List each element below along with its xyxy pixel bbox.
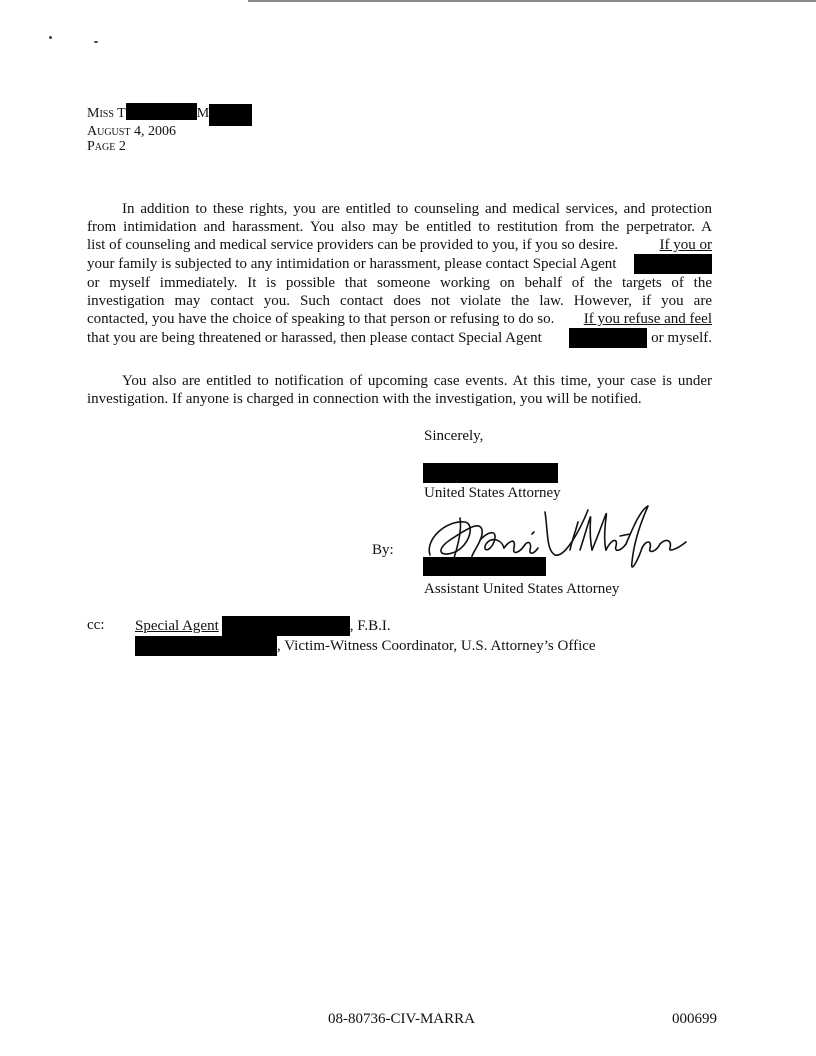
scan-speck xyxy=(49,36,52,39)
redaction-block xyxy=(569,328,647,348)
recipient-mid: M xyxy=(196,106,210,121)
text-line: investigation. If anyone is charged in connection with the investigation, you will be notified. xyxy=(87,391,642,407)
letter-date: August 4, 2006 xyxy=(87,124,176,139)
text-segment-group xyxy=(569,328,712,348)
paragraph-notification xyxy=(87,372,712,408)
underlined-text: If you refuse and feel xyxy=(583,311,712,327)
cc-recipient-org: , Victim-Witness Coordinator, U.S. Attorney’s Office xyxy=(277,638,596,654)
text-segment: list of counseling and medical service providers can be provided to you, if you so desire. xyxy=(87,237,619,253)
text-segment: that you are being threatened or harassed, then please contact Special Agent xyxy=(87,330,542,346)
redaction-block xyxy=(222,616,350,636)
redaction-block xyxy=(126,103,197,120)
scan-speck xyxy=(94,41,98,43)
text-line xyxy=(87,328,712,348)
page-number: Page 2 xyxy=(87,139,126,154)
salutation: Sincerely, xyxy=(424,428,484,444)
cc-recipient-org: , F.B.I. xyxy=(349,618,391,634)
by-label: By: xyxy=(372,542,394,558)
text-line: or myself immediately. It is possible that someone working on behalf of the targets of the xyxy=(87,275,712,291)
cc-line-fbi xyxy=(135,616,391,636)
cc-label: cc: xyxy=(87,617,105,633)
redaction-block xyxy=(423,557,546,576)
redaction-block xyxy=(209,104,252,126)
text-line xyxy=(87,310,712,328)
text-line xyxy=(87,254,712,274)
text-line: You also are entitled to notification of upcoming case events. At this time, your case is under xyxy=(122,373,712,389)
scan-edge-line xyxy=(248,0,816,2)
paragraph-rights xyxy=(87,200,712,348)
letter-header xyxy=(87,103,252,154)
recipient-prefix: Miss T xyxy=(87,106,126,121)
underlined-text xyxy=(584,310,712,328)
text-line: In addition to these rights, you are entitled to counseling and medical services, and protection xyxy=(122,201,712,217)
case-number: 08-80736-CIV-MARRA xyxy=(328,1011,475,1027)
text-line xyxy=(87,236,712,254)
text-segment: or myself. xyxy=(651,330,712,346)
redaction-block xyxy=(135,636,277,656)
text-segment: your family is subjected to any intimidation or harassment, please contact Special Agent xyxy=(87,256,617,272)
bates-number: 000699 xyxy=(672,1011,717,1027)
text-line: investigation may contact you. Such contact does not violate the law. However, if you are xyxy=(87,293,712,309)
cc-line-victim-witness xyxy=(135,636,596,656)
underlined-text: If you or xyxy=(659,237,712,253)
recipient-line xyxy=(87,103,252,126)
cc-recipient-role: Special Agent xyxy=(135,618,219,634)
signatory-title-ausa: Assistant United States Attorney xyxy=(424,581,620,597)
signatory-title-usa: United States Attorney xyxy=(424,485,561,501)
text-line: from intimidation and harassment. You also may be entitled to restitution from the perpetrator. A xyxy=(87,219,712,235)
text-segment: contacted, you have the choice of speaking to that person or refusing to do so. xyxy=(87,311,555,327)
redaction-block xyxy=(423,463,558,483)
redaction-block xyxy=(634,254,712,274)
